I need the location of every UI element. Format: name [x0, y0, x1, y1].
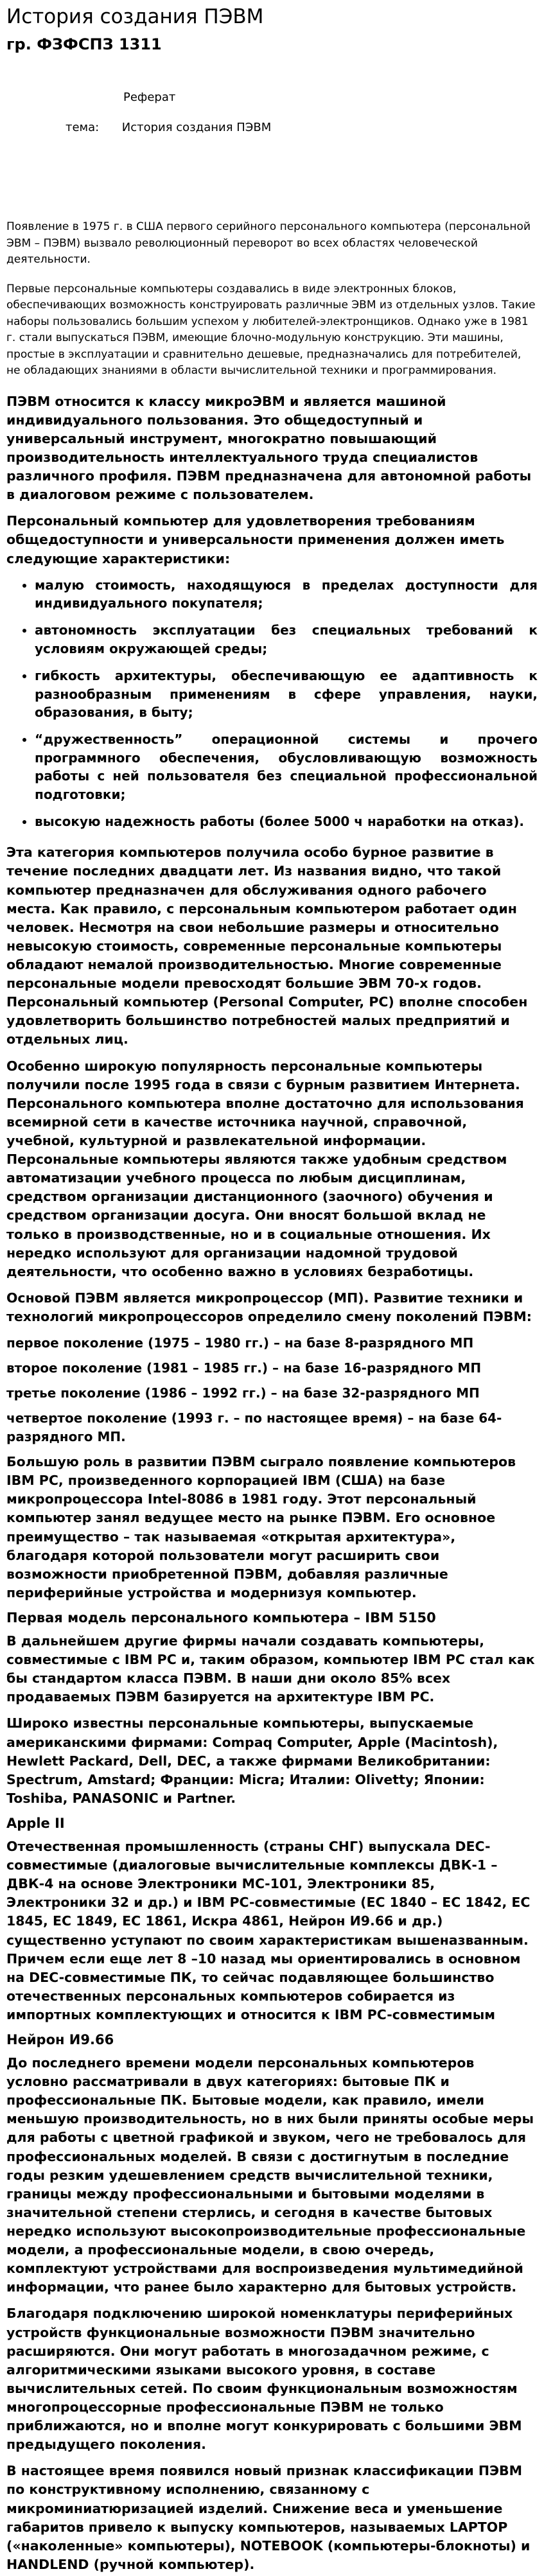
list-item: • малую стоимость, находящуюся в пределах доступности для индивидуального покупателя;: [35, 576, 538, 613]
topic-value: История создания ПЭВМ: [121, 121, 272, 135]
intro-paragraph: Появление в 1975 г. в США первого серийного персонального компьютера (персональной ЭВМ – ПЭВМ) вызвало революционный переворот во всех областях человеческой деятельности.: [6, 220, 531, 267]
list-item: • “дружественность” операционной системы и прочего программного обеспечения, обусловливающую возможность работы с ней пользователя без специальной профессиональной подготовки;: [35, 730, 538, 803]
domestic-paragraph: Отечественная промышленность (страны СНГ) выпускала DEC-совместимые (диалоговые вычислительные комплексы ДВК-1 – ДВК-4 на основе Электроники МС-101, Электроники 85, Электроники 32 и др.) и IBM PC-совместимые (ЕС 1840 – ЕС 1842, ЕС 1845, ЕС 1849, ЕС 1861, Искра 4861, Нейрон И9.66 и др.) существенно уступают по своим характеристикам вышеназванным. Причем если еще лет 8 –10 назад мы ориентировались в основном на DEC-совместимые ПК, то сейчас подавляющее большинство отечественных персональных компьютеров собирается из импортных комплектующих и относится к IBM PC-совместимым: [6, 1838, 531, 2022]
intro-paragraph: Первые персональные компьютеры создавались в виде электронных блоков, обеспечивающих возможность конструировать различные ЭВМ из отдельных узлов. Такие наборы пользовались большим успехом у любителей-электронщиков. Однако уже в 1981 г. стали выпускаться ПЭВМ, имеющие блочно-модульную конструкцию. Эти машины, простые в эксплуатации и сравнительно дешевые, предназначались для потребителей, не обладающих знаниями в области вычислительной техники и программирования.: [6, 282, 536, 378]
ibm-paragraph: Большую роль в развитии ПЭВМ сыграло появление компьютеров IBM PC, произведенного корпорацией IBM (США) на базе микропроцессора Intel-8086 в 1981 году. Этот персональный компьютер занял ведущее место на рынке ПЭВМ. Его основное преимущество – так называемая «открытая архитектура», благодаря которой пользователи могут расширить свои возможности приобретенной ПЭВМ, добавляя различные периферийные устройства и модернизуя компьютер.: [6, 1454, 516, 1600]
topic-label: тема:: [66, 121, 100, 135]
class-paragraph: ПЭВМ относится к классу микроЭВМ и является машиной индивидуального пользования. Это общедоступный и универсальный инструмент, многократно повышающий производительность интеллектуального труда специалистов различного профиля. ПЭВМ предназначена для автономной работы в диалоговом режиме с пользователем.: [6, 393, 532, 503]
body-paragraph: Основой ПЭВМ является микропроцессор (МП). Развитие техники и технологий микропроцессоров определило смену поколений ПЭВМ:: [6, 1290, 532, 1324]
ibm5150-caption: Первая модель персонального компьютера – IBM 5150: [6, 1609, 436, 1625]
vendors-paragraph: Широко известны персональные компьютеры, выпускаемые американскими фирмами: Compaq Computer, Apple (Macintosh), Hewlett Packard, Dell, DEC, а также фирмами Великобритании: Spectrum, Amstard; Франции: Micra; Италии: Olivetty; Японии: Toshiba, PANASONIC и Partner.: [6, 1715, 498, 1806]
topic-row: [66, 121, 538, 134]
generation-line: первое поколение (1975 – 1980 гг.) – на базе 8-разрядного МП: [6, 1335, 474, 1351]
body-paragraph: До последнего времени модели персональных компьютеров условно рассматривали в двух категориях: бытовые ПК и профессиональные ПК. Бытовые модели, как правило, имели меньшую производительность, но в них были приняты особые меры для работы с цветной графикой и звуком, чего не требовалось для профессиональных моделей. В связи с достигнутым в последние годы резким удешевлением средств вычислительной техники, границы между профессиональными и бытовыми моделями в значительной степени стерлись, и сегодня в качестве бытовых нередко используют высокопроизводительные профессиональные модели, а профессиональные модели, в свою очередь, комплектуют устройствами для воспроизведения мультимедийной информации, что ранее было характерно для бытовых устройств.: [6, 2055, 534, 2295]
doc-title: История создания ПЭВМ: [6, 5, 264, 28]
list-item: • гибкость архитектуры, обеспечивающую ее адаптивность к разнообразным применениям в сфере управления, науки, образования, в быту;: [35, 667, 538, 721]
requirements-list: [6, 576, 538, 831]
body-paragraph: В настоящее время появился новый признак классификации ПЭВМ по конструктивному исполнению, связанному с микроминиатюризацией изделий. Снижение веса и уменьшение габаритов привело к выпуску компьютеров, называемых LAPTOP («наколенные» компьютеры), NOTEBOOK (компьютеры-блокноты) и HANDLEND (ручной компьютер).: [6, 2463, 531, 2572]
compat-paragraph: В дальнейшем другие фирмы начали создавать компьютеры, совместимые с IBM PC и, таким образом, компьютер IBM PC стал как бы стандартом класса ПЭВМ. В наши дни около 85% всех продаваемых ПЭВМ базируется на архитектуре IBM PC.: [6, 1633, 535, 1705]
generation-line: третье поколение (1986 – 1992 гг.) – на базе 32-разрядного МП: [6, 1385, 480, 1401]
body-paragraph: Особенно широкую популярность персональные компьютеры получили после 1995 года в связи с бурным развитием Интернета. Персонального компьютера вполне достаточно для использования всемирной сети в качестве источника научной, справочной, учебной, культурной и развлекательной информации. Персональные компьютеры являются также удобным средством автоматизации учебного процесса по любым дисциплинам, средством организации дистанционного (заочного) обучения и средством организации досуга. Они вносят большой вклад не только в производственные, но и в социальные отношения. Их нередко используют для организации надомной трудовой деятельности, что особенно важно в условиях безработицы.: [6, 1058, 524, 1279]
report-label: Реферат: [123, 91, 176, 105]
list-item: • высокую надежность работы (более 5000 ч наработки на отказ).: [35, 812, 538, 830]
group-label: гр. ФЗФСПЗ 1311: [6, 35, 162, 54]
apple-caption: Apple II: [6, 1815, 65, 1831]
body-paragraph: Благодаря подключению широкой номенклатуры периферийных устройств функциональные возможности ПЭВМ значительно расширяются. Они могут работать в многозадачном режиме, с алгоритмическими языками высокого уровня, в составе вычислительных сетей. По своим функциональным возможностям многопроцессорные профессиональные ПЭВМ не только приближаются, но и вполне могут конкурировать с большими ЭВМ предыдущего поколения.: [6, 2306, 522, 2453]
neuron-caption: Нейрон И9.66: [6, 2032, 114, 2048]
generation-line: второе поколение (1981 – 1985 гг.) – на базе 16-разрядного МП: [6, 1360, 482, 1376]
body-paragraph: Эта категория компьютеров получила особо бурное развитие в течение последних двадцати лет. Из названия видно, что такой компьютер предназначен для обслуживания одного рабочего места. Как правило, с персональным компьютером работает один человек. Несмотря на свои небольшие размеры и относительно невысокую стоимость, современные персональные компьютеры обладают немалой производительностью. Многие современные персональные модели превосходят большие ЭВМ 70-х годов. Персональный компьютер (Personal Computer, PC) вполне способен удовлетворить большинство потребностей малых предприятий и отдельных лиц.: [6, 845, 528, 1047]
list-item: • автономность эксплуатации без специальных требований к условиям окружающей среды;: [35, 621, 538, 658]
requirements-paragraph: Персональный компьютер для удовлетворения требованиям общедоступности и универсальности применения должен иметь следующие характеристики:: [6, 513, 505, 566]
generation-line: четвертое поколение (1993 г. – по настоящее время) – на базе 64-разрядного МП.: [6, 1410, 502, 1445]
